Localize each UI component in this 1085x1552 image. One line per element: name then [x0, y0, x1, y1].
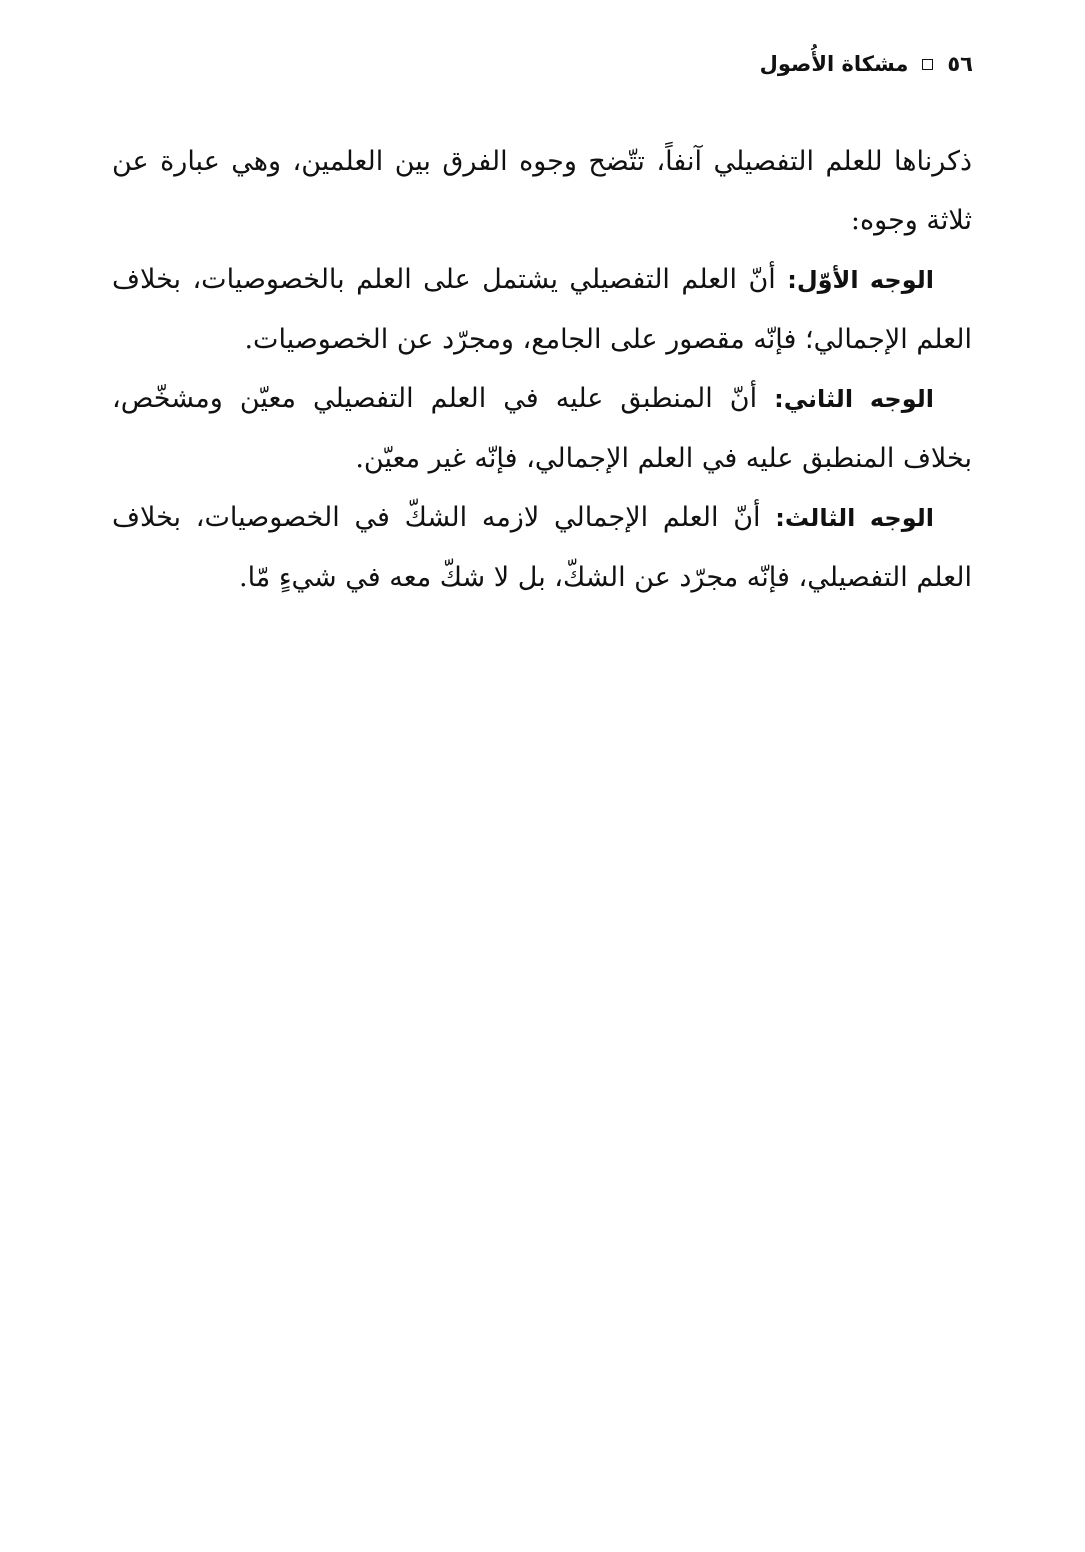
page-header [760, 52, 973, 76]
paragraph-text: أنّ العلم الإجمالي لازمه الشكّ في الخصوصيات، بخلاف العلم التفصيلي، فإنّه مجرّد عن الشكّ، بل لا شكّ معه في شيءٍ مّا. [112, 502, 972, 593]
paragraph-lead: الوجه الثاني: [774, 385, 934, 413]
paragraph-text: أنّ العلم التفصيلي يشتمل على العلم بالخصوصيات، بخلاف العلم الإجمالي؛ فإنّه مقصور على الجامع، ومجرّد عن الخصوصيات. [112, 264, 972, 355]
paragraph-aspect-first [112, 250, 972, 369]
paragraph-lead: الوجه الأوّل: [787, 266, 934, 294]
book-title: مشكاة الأُصول [759, 52, 909, 76]
page-number: ٥٦ [947, 52, 973, 76]
paragraph-text: أنّ المنطبق عليه في العلم التفصيلي معيّن ومشخّص، بخلاف المنطبق عليه في العلم الإجمالي، فإنّه غير معيّن. [112, 383, 972, 474]
page-body [112, 132, 972, 607]
paragraph-aspect-second [112, 369, 972, 488]
paragraph-aspect-third [112, 488, 972, 607]
paragraph-text: ذكرناها للعلم التفصيلي آنفاً، تتّضح وجوه الفرق بين العلمين، وهي عبارة عن ثلاثة وجوه: [112, 146, 972, 236]
paragraph-intro [112, 132, 972, 250]
separator-square-icon [922, 59, 933, 70]
paragraph-lead: الوجه الثالث: [775, 504, 934, 532]
